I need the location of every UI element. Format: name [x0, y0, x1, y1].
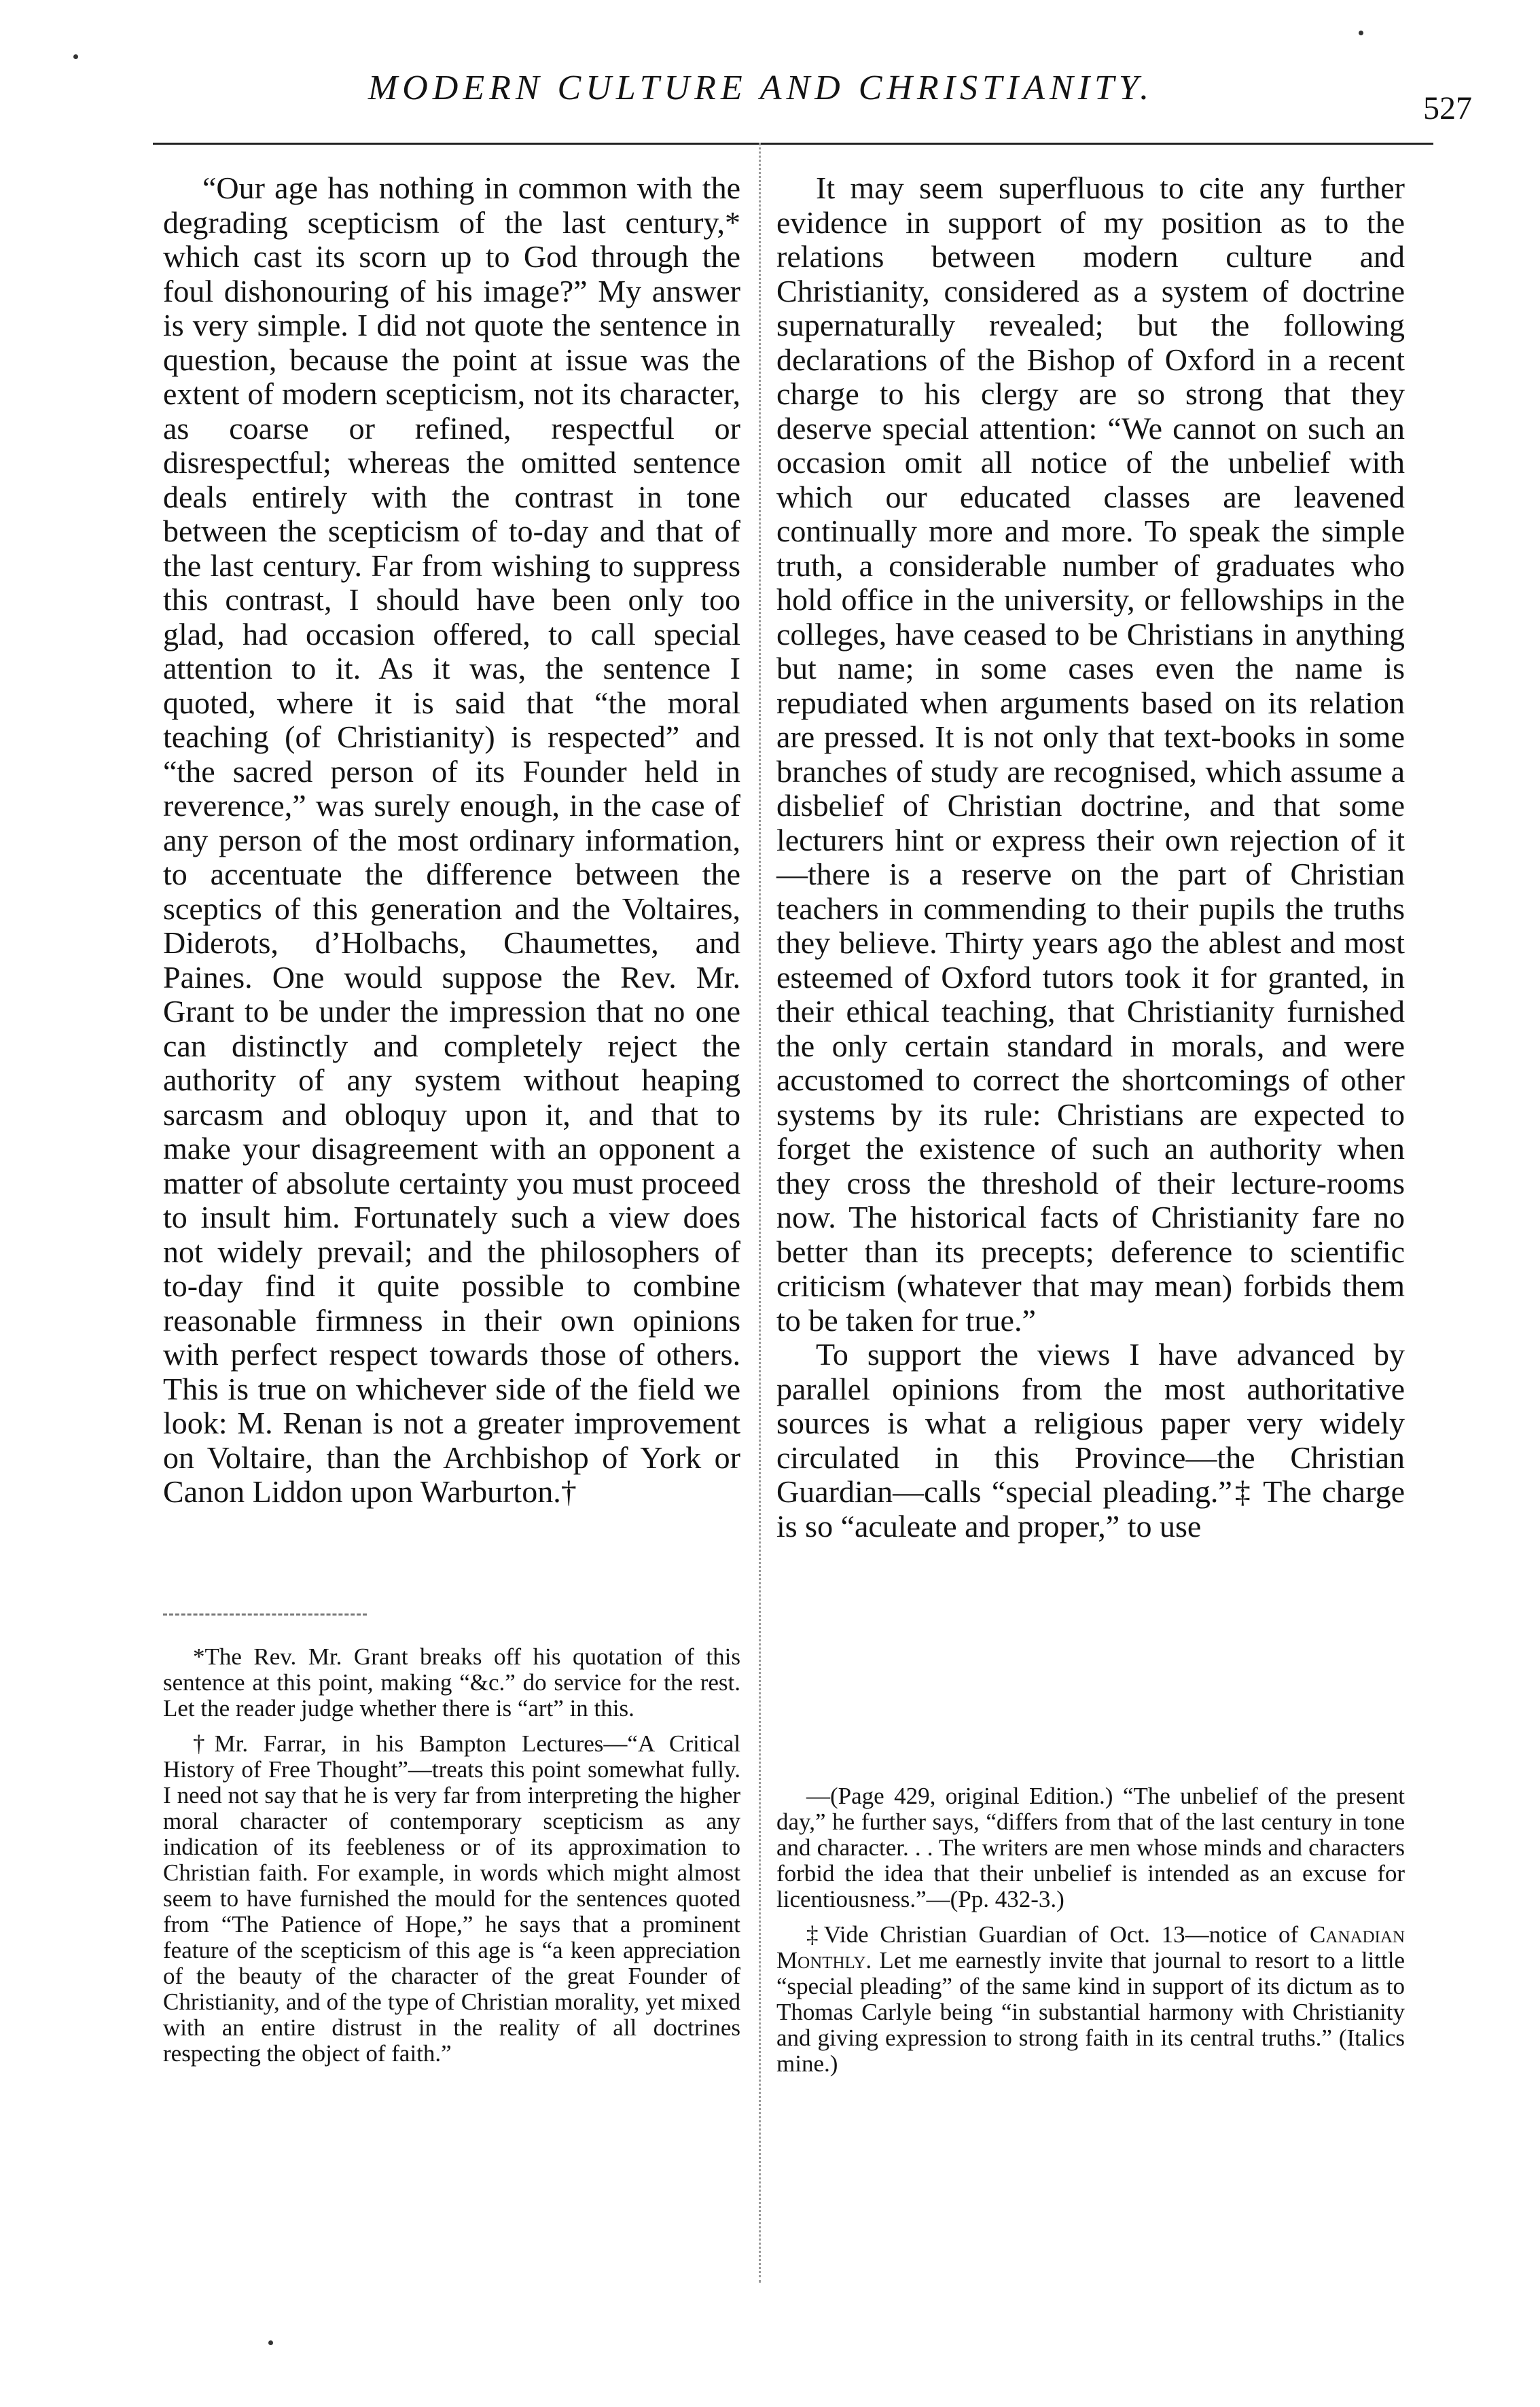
right-paragraph-2: To support the views I have advanced by parallel opinions from the most authoritative sources is what a religious paper very widely circulated in this Province—the Christian Guardian—calls “special pleading.”‡ The charge is so “aculeate and proper,” to use [776, 1337, 1405, 1544]
right-column [776, 171, 1405, 1544]
footnote-dagger: †Mr. Farrar, in his Bampton Lectures—“A Critical History of Free Thought”—treats this point somewhat fully. I need not say that he is very far from interpreting the higher moral character of contemporary scepticism as any indication of its feebleness or of its approximation to Christian faith. For example, in words which might almost seem to have furnished the mould for the sentences quoted from “The Patience of Hope,” he says that a prominent feature of the scepticism of this age is “a keen appreciation of the beauty of the character of the great Founder of Christianity, and of the type of Christian morality, yet mixed with an entire distrust in the reality of all doctrines respecting the object of faith.” [163, 1730, 740, 2067]
footnote-double-dagger [776, 1922, 1405, 2077]
left-footnotes [163, 1644, 740, 2076]
print-speck [268, 2340, 273, 2345]
right-footnotes [776, 1783, 1405, 2086]
left-paragraph-1: “Our age has nothing in common with the degrading scepticism of the last century,* which cast its scorn up to God through the foul dishonouring of his image?” My answer is very simple. I did not quote the sentence in question, because the point at issue was the extent of modern scepticism, not its character, as coarse or refined, respectful or disrespectful; whereas the omitted sentence deals entirely with the contrast in tone between the scepticism of to-day and that of the last century. Far from wishing to suppress this contrast, I should have been only too glad, had occasion offered, to call special attention to it. As it was, the sentence I quoted, where it is said that “the moral teaching (of Christianity) is respected” and “the sacred person of its Founder held in reverence,” was surely enough, in the case of any person of the most ordinary information, to accentuate the difference between the sceptics of this generation and the Voltaires, Diderots, d’Holbachs, Chaumettes, and Paines. One would suppose the Rev. Mr. Grant to be under the impression that no one can distinctly and completely reject the authority of any system without heaping sarcasm and obloquy upon it, and that to make your disagreement with an opponent a matter of absolute certainty you must proceed to insult him. Fortunately such a view does not widely prevail; and the philosophers of to-day find it quite possible to combine reasonable firmness in their own opinions with perfect respect towards those of others. This is true on whichever side of the field we look: M. Renan is not a greater improvement on Voltaire, than the Archbishop of York or Canon Liddon upon Warburton.† [163, 171, 740, 1509]
column-divider [759, 143, 761, 2283]
footnote-separator [163, 1613, 367, 1616]
footnote-dagger-continued: —(Page 429, original Edition.) “The unbelief of the present day,” he further says, “differs from that of the last century in tone and character. . . The writers are men whose minds and characters forbid the idea that their unbelief is intended as an excuse for licentiousness.”—(Pp. 432-3.) [776, 1783, 1405, 1912]
right-paragraph-1: It may seem superfluous to cite any further evidence in support of my position as to the relations between modern culture and Christianity, considered as a system of doctrine supernaturally revealed; but the following declarations of the Bishop of Oxford in a recent charge to his clergy are so strong that they deserve special attention: “We cannot on such an occasion omit all notice of the unbelief with which our educated classes are leavened continually more and more. To speak the simple truth, a considerable number of graduates who hold office in the university, or fellowships in the colleges, have ceased to be Christians in anything but name; in some cases even the name is repudiated when arguments based on its relation are pressed. It is not only that text-books in some branches of study are recognised, which assume a disbelief of Christian doctrine, and that some lecturers hint or express their own rejection of it—there is a reserve on the part of Christian teachers in commending to their pupils the truths they believe. Thirty years ago the ablest and most esteemed of Oxford tutors took it for granted, in their ethical teaching, that Christianity furnished the only certain standard in morals, and were accustomed to correct the shortcomings of other systems by its rule: Christians are expected to forget the existence of such an authority when they cross the threshold of their lecture-rooms now. The historical facts of Christianity fare no better than its precepts; deference to scientific criticism (whatever that may mean) forbids them to be taken for true.” [776, 171, 1405, 1338]
footnote-double-dagger-text-b: . Let me earnestly invite that journal to resort to a little “special pleading” of the same kind in support of its dictum as to Thomas Carlyle being “in substantial harmony with Christianity and giving expression to strong faith in its central truths.” (Italics mine.) [776, 1947, 1405, 2077]
footnote-double-dagger-text-a: ‡Vide Christian Guardian of Oct. 13—notice of [806, 1921, 1310, 1948]
running-header-title: MODERN CULTURE AND CHRISTIANITY. [368, 69, 1154, 107]
print-speck [73, 54, 78, 59]
header-rule [153, 143, 1433, 145]
left-column [163, 171, 740, 1510]
page-number: 527 [1423, 90, 1472, 126]
footnote-star: *The Rev. Mr. Grant breaks off his quotation of this sentence at this point, making “&c.” do service for the rest. Let the reader judge whether there is “art” in this. [163, 1643, 740, 1722]
print-speck [1359, 31, 1363, 35]
footnote-journal-name: Canadian Monthly [776, 1921, 1405, 1974]
